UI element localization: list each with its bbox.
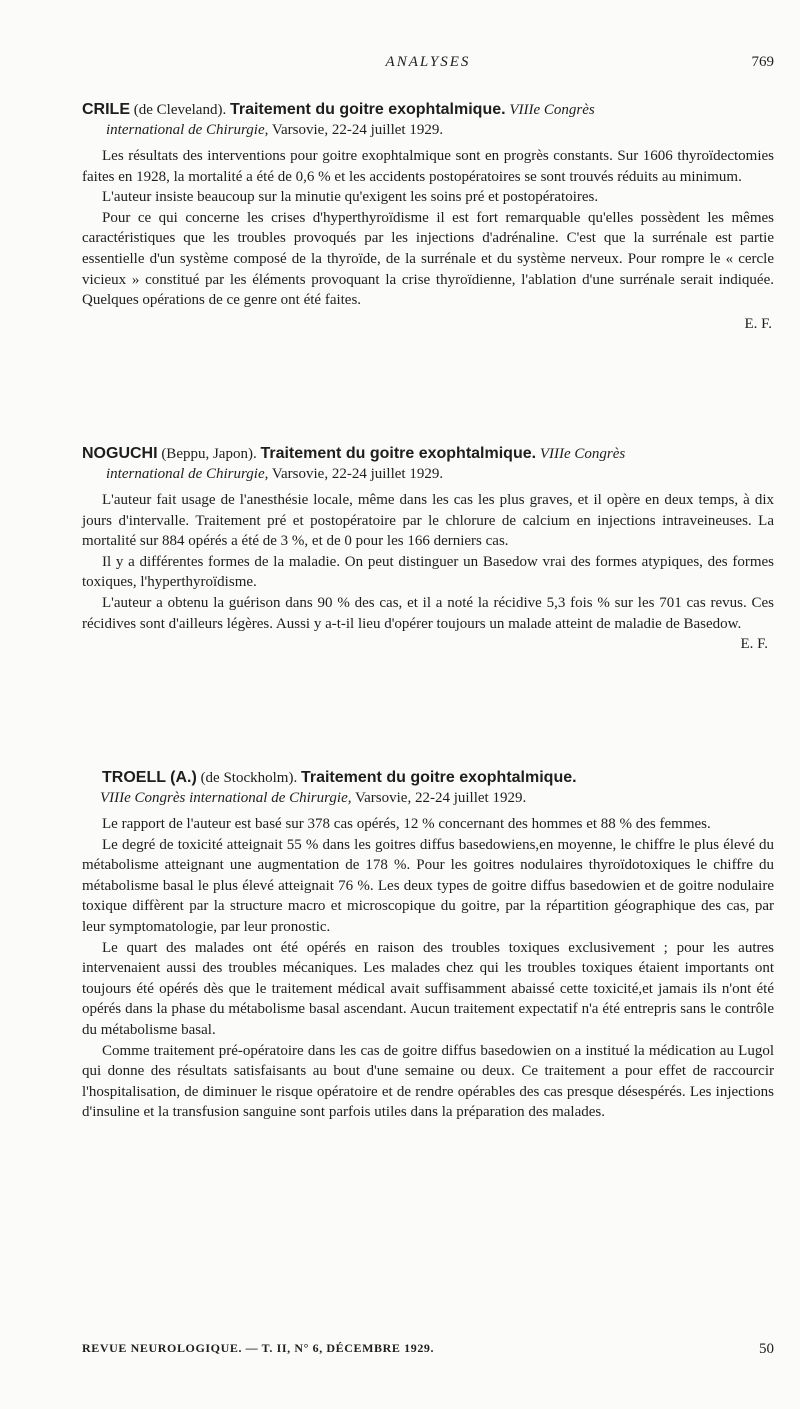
article-paragraph: Comme traitement pré-opératoire dans les cas de goitre diffus basedowien on a institué la médication au Lugol qui donne des résultats satisfaisants au bout d'une semaine ou deux. Ce traitement a pour effet de raccourcir l'hospitalisation, de diminuer le risque opératoire et de rendre opérables des cas presque désespérés. Les injections d'insuline et la transfusion sanguine sont parfois utiles dans la préparation des malades. <box>82 1042 774 1121</box>
article-crile <box>82 100 774 335</box>
article-author: TROELL (A.) <box>102 769 197 786</box>
article-paragraph: Les résultats des interventions pour goitre exophtalmique sont en progrès constants. Sur 1606 thyroïdectomies faites en 1928, la mortalité a été de 0,6 % et les accidents postopératoires se sont trouvés réduits au minimum. <box>82 148 774 185</box>
article-heading <box>82 100 774 140</box>
article-signature: E. F. <box>744 315 772 332</box>
article-source-details: Varsovie, 22-24 juillet 1929. <box>271 122 444 138</box>
article-paragraph: Le quart des malades ont été opérés en raison des troubles toxiques exclusivement ; pour les autres intervenaient aussi des troubles mécaniques. Les malades chez qui les troubles toxiques étaient importants ont toujours été opérés dès que le traitement médical avait suffisamment abaissé cette toxicité,et jamais ils n'ont été opérés dans la phase du métabolisme basal ascendant. Aucun traitement expectatif n'a été entrepris sans le contrôle du métabolisme basal. <box>82 939 774 1038</box>
article-source-congress: VIIIe Congrès international de Chirurgie, <box>100 790 352 806</box>
sheet-signature: 50 <box>759 1341 774 1357</box>
article-noguchi <box>82 444 774 655</box>
article-author: CRILE <box>82 101 130 118</box>
article-source-congress: VIIIe Congrès <box>509 102 595 118</box>
article-source-name: international de Chirurgie, <box>106 466 269 482</box>
article-paragraph: L'auteur fait usage de l'anesthésie locale, même dans les cas les plus graves, et il opère en deux temps, à dix jours d'intervalle. Traitement pré et postopératoire par le chlorure de calcium en injections intraveineuses. La mortalité sur 884 opérés a été de 3 %, et de 0 pour les 166 derniers cas. <box>82 492 774 550</box>
article-place: (Beppu, Japon). <box>161 446 257 462</box>
article-paragraph: L'auteur insiste beaucoup sur la minutie qu'exigent les soins pré et postopératoires. <box>102 189 599 206</box>
article-paragraph: L'auteur a obtenu la guérison dans 90 % des cas, et il a noté la récidive 5,3 fois % sur les 701 cas revus. Ces récidives sont d'ailleurs légères. Aussi y a-t-il lieu d'opérer toujours un malade atteint de maladie de Basedow. <box>82 594 774 632</box>
article-source-congress: VIIIe Congrès <box>539 446 626 462</box>
article-title: Traitement du goitre exophtalmique. <box>300 769 577 786</box>
article-paragraph: Le rapport de l'auteur est basé sur 378 cas opérés, 12 % concernant des hommes et 88 % des femmes. <box>102 816 711 832</box>
article-paragraph: Pour ce qui concerne les crises d'hyperthyroïdisme il est fort remarquable qu'elles possèdent les mêmes caractéristiques que les troubles provoqués par les injections d'adrénaline. C'est que la surrénale est partie essentielle d'un système composé de la thyroïde, de la surrénale et du système nerveux. Pour rompre le « cercle vicieux » constitué par les éléments provoquant la crise thyroïdienne, l'ablation d'une surrénale serait indiquée. Quelques opérations de ce genre ont été faites. <box>82 209 774 309</box>
article-source-details: Varsovie, 22-24 juillet 1929. <box>271 466 444 482</box>
article-troell <box>82 768 774 1123</box>
page-number: 769 <box>751 54 774 70</box>
article-paragraph: Le degré de toxicité atteignait 55 % dans les goitres diffus basedowiens,en moyenne, le chiffre le plus élevé du métabolisme atteignant une augmentation de 178 %. Pour les goitres nodulaires thyroïdotoxiques le chiffre du métabolisme basal le plus élevé atteignait 76 %. Les deux types de goitre diffus basedowien et de goitre nodulaire toxique diffèrent par la structure macro et microscopique du goitre, par la répartition géographique des cas, par leur symptomatologie, par leur pronostic. <box>82 836 774 935</box>
article-title: Traitement du goitre exophtalmique. <box>260 445 537 462</box>
article-source-details: Varsovie, 22-24 juillet 1929. <box>354 790 527 806</box>
article-paragraph: Il y a différentes formes de la maladie. On peut distinguer un Basedow vrai des formes atypiques, des formes toxiques, l'hyperthyroïdisme. <box>82 553 774 591</box>
page-header <box>82 54 774 78</box>
article-heading <box>82 768 774 808</box>
article-place: (de Cleveland). <box>133 102 227 118</box>
article-heading <box>82 444 774 484</box>
journal-citation: REVUE NEUROLOGIQUE. — T. II, N° 6, DÉCEMBRE 1929. <box>82 1341 435 1355</box>
page-footer <box>82 1341 774 1363</box>
article-paragraph-with-signature <box>82 593 774 653</box>
article-signature: E. F. <box>740 636 768 653</box>
running-title: ANALYSES <box>385 54 471 70</box>
article-author: NOGUCHI <box>82 445 158 462</box>
article-source-name: international de Chirurgie, <box>106 122 269 138</box>
article-place: (de Stockholm). <box>200 770 298 786</box>
article-title: Traitement du goitre exophtalmique. <box>229 101 506 118</box>
